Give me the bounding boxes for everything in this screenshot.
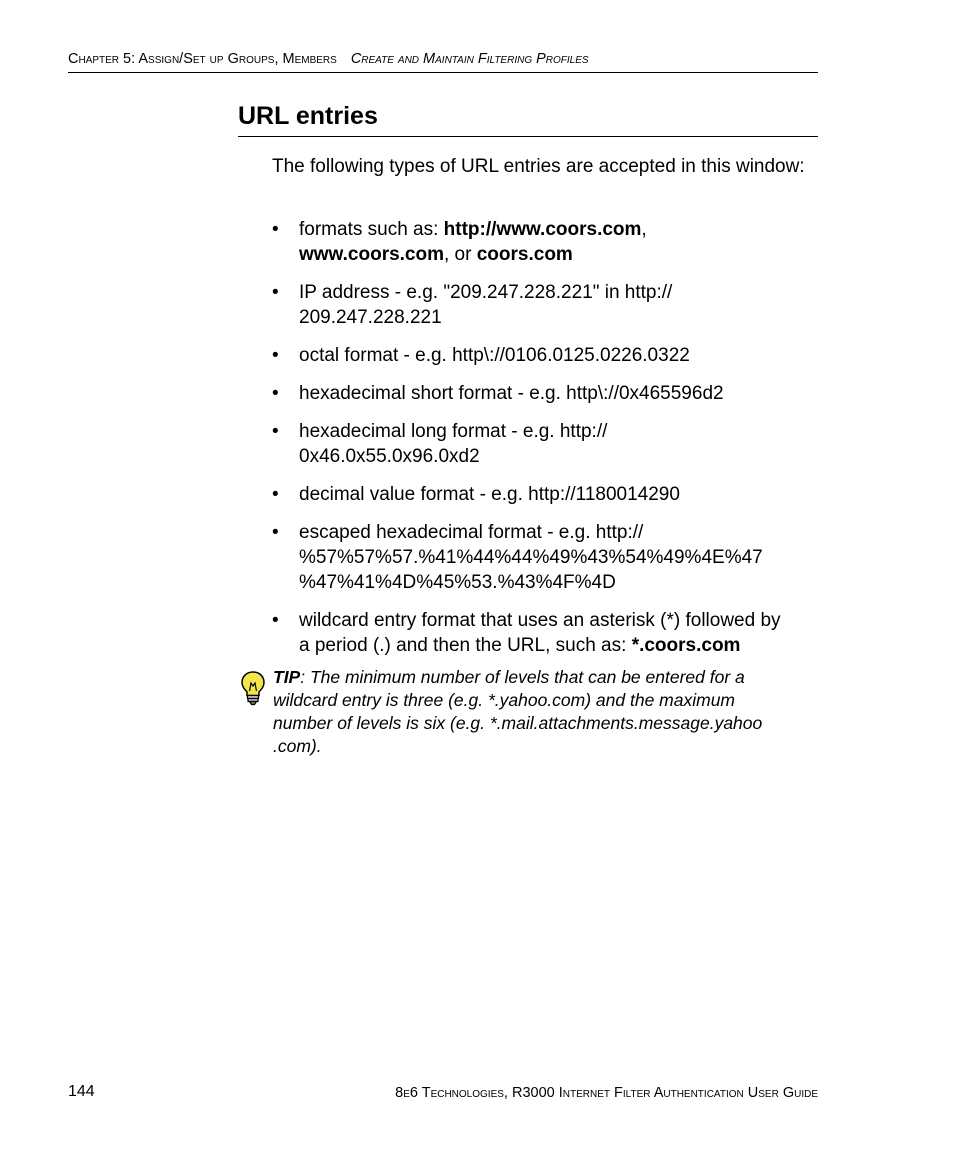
- tip-box: [240, 666, 818, 758]
- page-number: 144: [68, 1083, 95, 1100]
- list-item-text: %47%41%4D%45%53.%43%4F%4D: [299, 572, 616, 593]
- list-item-text: %57%57%57.%41%44%44%49%43%54%49%4E%47: [299, 547, 763, 568]
- tip-line: .com).: [273, 736, 322, 756]
- list-item: [272, 343, 818, 368]
- example-url: coors.com: [476, 244, 573, 265]
- list-item: [272, 520, 818, 595]
- list-item-text: IP address - e.g. "209.247.228.221" in http://: [299, 282, 673, 303]
- bullet-icon: •: [272, 484, 279, 505]
- bullet-icon: •: [272, 219, 279, 240]
- running-header: [68, 50, 818, 73]
- bullet-icon: •: [272, 282, 279, 303]
- lightbulb-icon: [240, 670, 266, 706]
- list-item: [272, 280, 818, 330]
- bullet-icon: •: [272, 345, 279, 366]
- chapter-title: Chapter 5: Assign/Set up Groups, Members: [68, 51, 337, 67]
- list-item-text: decimal value format - e.g. http://1180014290: [299, 484, 680, 505]
- list-item-text: hexadecimal long format - e.g. http://: [299, 421, 608, 442]
- list-item-text: wildcard entry format that uses an asterisk (*) followed by: [299, 610, 781, 631]
- tip-line: wildcard entry is three (e.g. *.yahoo.com) and the maximum: [273, 690, 735, 710]
- list-item-text: hexadecimal short format - e.g. http\://0x465596d2: [299, 383, 724, 404]
- tip-label: TIP: [273, 667, 301, 687]
- example-url: http://www.coors.com: [443, 219, 642, 240]
- list-item-text: , or: [444, 244, 477, 265]
- tip-text: [273, 666, 818, 758]
- list-item-text: 0x46.0x55.0x96.0xd2: [299, 446, 480, 467]
- bullet-icon: •: [272, 421, 279, 442]
- page-title: URL entries: [238, 100, 818, 137]
- bullet-icon: •: [272, 383, 279, 404]
- list-item: [272, 482, 818, 507]
- list-item: [272, 608, 818, 658]
- list-item-text: escaped hexadecimal format - e.g. http://: [299, 522, 644, 543]
- list-item-text: octal format - e.g. http\://0106.0125.0226.0322: [299, 345, 690, 366]
- list-item-text: a period (.) and then the URL, such as:: [299, 635, 632, 656]
- section-title-header: Create and Maintain Filtering Profiles: [350, 51, 589, 67]
- tip-line: number of levels is six (e.g. *.mail.attachments.message.yahoo: [273, 713, 763, 733]
- intro-paragraph: The following types of URL entries are accepted in this window:: [272, 156, 805, 177]
- list-item: [272, 381, 818, 406]
- example-url: *.coors.com: [631, 635, 741, 656]
- list-item: [272, 419, 818, 469]
- book-title: 8e6 Technologies, R3000 Internet Filter Authentication User Guide: [395, 1085, 818, 1101]
- bullet-icon: •: [272, 610, 279, 631]
- example-url: www.coors.com: [299, 244, 444, 265]
- list-item: [272, 217, 818, 267]
- bullet-icon: •: [272, 522, 279, 543]
- tip-line: : The minimum number of levels that can be entered for a: [300, 667, 745, 687]
- list-item-text: formats such as:: [299, 219, 444, 240]
- url-format-list: [272, 217, 818, 671]
- list-item-text: ,: [641, 219, 647, 240]
- list-item-text: 209.247.228.221: [299, 307, 442, 328]
